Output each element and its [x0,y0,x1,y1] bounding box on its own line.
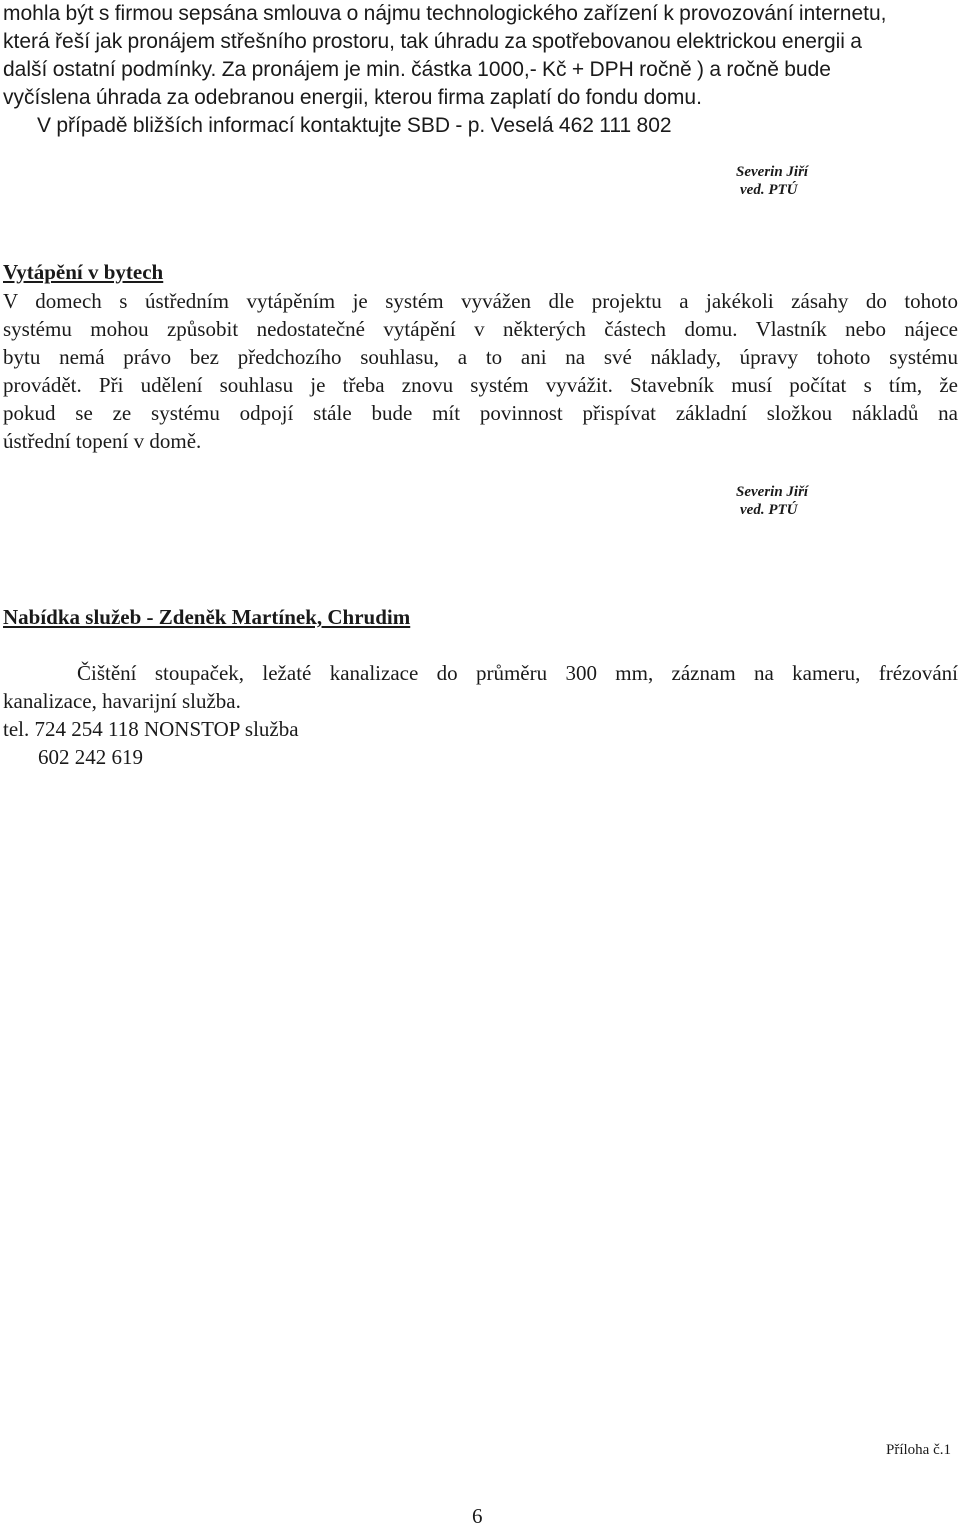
heating-line-5: pokud se ze systému odpojí stále bude mít povinnost přispívat základní složkou nákladů na [3,401,958,425]
heating-line-1: V domech s ústředním vytápěním je systém vyvážen dle projektu a jakékoli zásahy do tohoto [3,289,958,313]
services-phone-1: tel. 724 254 118 NONSTOP služba [3,717,299,741]
intro-contact-line: V případě bližších informací kontaktujte SBD - p. Veselá 462 111 802 [37,114,672,137]
intro-paragraph [3,0,958,140]
signature-role: ved. PTÚ [740,182,798,198]
signature-name: Severin Jiří [736,164,809,180]
services-line-1: Čištění stoupaček, ležaté kanalizace do průměru 300 mm, záznam na kameru, frézování [77,661,958,685]
services-heading: Nabídka služeb - Zdeněk Martínek, Chrudim [3,605,411,629]
services-paragraph [3,659,958,771]
heating-heading: Vytápění v bytech [3,260,164,284]
heating-line-2: systému mohou způsobit nedostatečné vytápění v některých částech domu. Vlastník nebo nájece [3,317,958,341]
signature-block-2 [736,483,856,519]
signature-name: Severin Jiří [736,484,809,500]
intro-line-3: další ostatní podmínky. Za pronájem je min. částka 1000,- Kč + DPH ročně ) a ročně bude [3,58,831,81]
heating-line-6: ústřední topení v domě. [3,429,202,453]
attachment-label: Příloha č.1 [886,1442,951,1458]
services-phone-2: 602 242 619 [38,745,143,769]
intro-line-2: která řeší jak pronájem střešního prostoru, tak úhradu za spotřebovanou elektrickou energii a [3,30,862,53]
intro-line-1: mohla být s firmou sepsána smlouva o nájmu technologického zařízení k provozování internetu, [3,2,887,25]
intro-line-4: vyčíslena úhrada za odebranou energii, kterou firma zaplatí do fondu domu. [3,86,702,109]
services-line-2: kanalizace, havarijní služba. [3,689,241,713]
signature-block-1 [736,163,856,199]
heating-line-4: provádět. Při udělení souhlasu je třeba znovu systém vyvážit. Stavebník musí počítat s tím, že [3,373,958,397]
page-number: 6 [472,1504,483,1528]
heating-line-3: bytu nemá právo bez předchozího souhlasu, a to ani na své náklady, úpravy tohoto systému [3,345,958,369]
signature-role: ved. PTÚ [740,502,798,518]
heating-paragraph [3,287,958,455]
